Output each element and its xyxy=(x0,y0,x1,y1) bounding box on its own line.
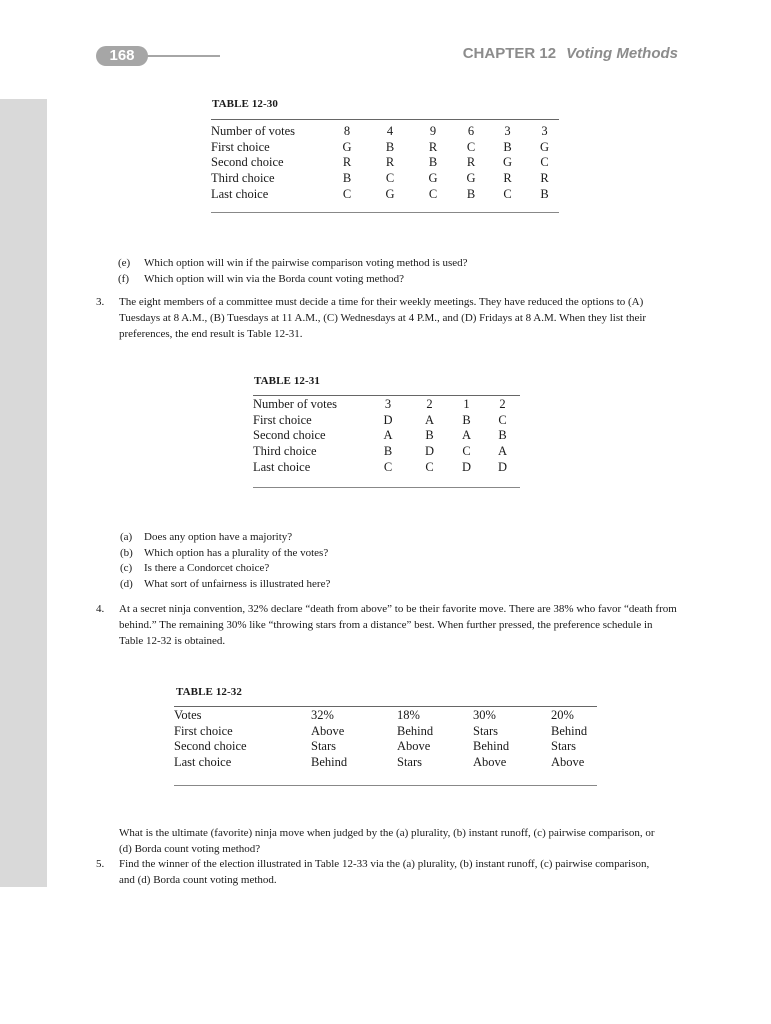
cell: 2 xyxy=(499,397,506,411)
problem-text: The eight members of a committee must decide a time for their weekly meetings. They have reduced the options to (A) Tuesdays at 8 A.M., (B) Tuesdays at 11 A.M., (C) Wednesdays at 4 P.M., and (D) Fridays at 8 A.M. When they list their preferences, the end result is Table 12-31. xyxy=(119,296,647,340)
problem-3 xyxy=(96,294,676,342)
cell: A xyxy=(461,428,472,443)
table-row xyxy=(253,397,520,413)
list-item xyxy=(118,272,678,288)
cell: 4 xyxy=(386,124,394,138)
problem-number: 3. xyxy=(96,296,105,308)
cell: 3 xyxy=(504,124,511,138)
table-row xyxy=(174,708,597,724)
table-row xyxy=(174,755,597,771)
cell: 3 xyxy=(541,124,548,138)
cell: C xyxy=(466,139,476,154)
cell: 20% xyxy=(551,708,574,722)
cell: G xyxy=(342,139,352,154)
table-12-32 xyxy=(174,706,597,786)
cell: C xyxy=(462,444,471,459)
cell: D xyxy=(383,412,393,427)
row-label: Number of votes xyxy=(253,397,338,411)
cell: A xyxy=(383,428,393,443)
question-text: Does any option have a majority? xyxy=(144,531,293,543)
cell: R xyxy=(466,155,476,170)
table-row xyxy=(174,739,597,755)
cell: C xyxy=(342,186,352,201)
problem-text: At a secret ninja convention, 32% declare “death from above” to be their favorite move. There are 38% who favor “death from behind.” The remaining 30% like “throwing stars from a distance” best. When further pressed, the preference schedule in Table 12-32 is obtained. xyxy=(119,603,677,647)
cell: C xyxy=(498,412,507,427)
list-item xyxy=(118,256,678,272)
cell: C xyxy=(503,186,512,201)
row-label: Votes xyxy=(174,708,202,722)
cell: D xyxy=(497,459,508,474)
cell: Above xyxy=(397,739,431,754)
cell: Above xyxy=(551,755,585,770)
problem-text: What is the ultimate (favorite) ninja move when judged by the (a) plurality, (b) instant runoff, (c) pairwise comparison, or (d) Borda count voting method? xyxy=(119,827,655,855)
question-text: Is there a Condorcet choice? xyxy=(144,562,270,574)
running-head xyxy=(463,45,678,62)
cell: Behind xyxy=(397,723,434,738)
cell: R xyxy=(385,155,395,170)
question-label: (d) xyxy=(120,577,133,590)
row-label: Last choice xyxy=(253,459,311,474)
table-row xyxy=(211,140,559,156)
table-row xyxy=(211,124,559,140)
chapter-number: CHAPTER 12 xyxy=(462,45,557,62)
cell: 18% xyxy=(397,708,420,722)
cell: R xyxy=(503,171,512,186)
cell: B xyxy=(498,428,507,443)
table-12-32-caption: TABLE 12-32 xyxy=(176,686,242,698)
cell: B xyxy=(425,428,434,443)
question-label: (f) xyxy=(118,272,129,285)
cell: B xyxy=(383,444,393,459)
cell: G xyxy=(466,171,476,186)
cell: C xyxy=(540,155,549,170)
cell: A xyxy=(497,444,508,459)
table-12-31-caption: TABLE 12-31 xyxy=(254,375,320,387)
table-row xyxy=(253,444,520,460)
table-row xyxy=(253,460,520,476)
cell: C xyxy=(385,171,395,186)
list-item xyxy=(120,530,680,546)
cell: Behind xyxy=(473,739,510,754)
cell: G xyxy=(502,155,513,170)
list-item xyxy=(120,577,680,593)
question-list-2 xyxy=(118,256,678,287)
cell: R xyxy=(540,171,549,186)
question-label: (c) xyxy=(120,562,133,574)
cell: R xyxy=(428,139,438,154)
cell: 2 xyxy=(426,397,433,411)
row-label: Number of votes xyxy=(211,124,296,138)
table-row xyxy=(211,155,559,171)
cell: Behind xyxy=(551,723,588,738)
cell: B xyxy=(503,139,512,154)
list-item xyxy=(120,561,680,577)
page-number-badge: 168 xyxy=(96,46,148,66)
problem-4 xyxy=(96,601,678,649)
cell: 8 xyxy=(343,124,351,138)
cell: Stars xyxy=(311,739,336,754)
question-text: Which option will win via the Borda count voting method? xyxy=(144,272,404,285)
row-label: Last choice xyxy=(211,186,269,201)
margin-tab-bar xyxy=(0,99,47,887)
cell: 32% xyxy=(311,708,334,722)
table-row xyxy=(174,724,597,740)
row-label: First choice xyxy=(174,723,233,738)
row-label: Second choice xyxy=(253,428,326,443)
row-label: Second choice xyxy=(211,155,284,170)
list-item xyxy=(120,546,680,562)
cell: Above xyxy=(311,723,345,738)
table-row xyxy=(253,413,520,429)
cell: B xyxy=(385,139,395,154)
table-12-30 xyxy=(211,119,559,213)
cell: C xyxy=(428,186,438,201)
row-label: Last choice xyxy=(174,755,232,770)
cell: G xyxy=(428,171,438,186)
table-12-30-caption: TABLE 12-30 xyxy=(212,98,278,110)
cell: Stars xyxy=(473,723,498,738)
question-text: Which option will win if the pairwise comparison voting method is used? xyxy=(144,257,468,269)
cell: B xyxy=(428,155,438,170)
table-row xyxy=(211,187,559,203)
cell: R xyxy=(342,155,352,170)
cell: 9 xyxy=(429,124,437,138)
cell: B xyxy=(540,186,549,201)
cell: G xyxy=(539,139,550,154)
problem-5 xyxy=(96,856,656,888)
question-label: (a) xyxy=(120,531,133,543)
cell: 1 xyxy=(463,397,470,411)
row-label: Third choice xyxy=(211,171,275,186)
cell: 3 xyxy=(384,397,392,411)
problem-4-question xyxy=(119,825,659,857)
table-row xyxy=(211,171,559,187)
question-label: (e) xyxy=(118,257,131,269)
cell: C xyxy=(383,459,393,474)
problem-number: 5. xyxy=(96,858,105,870)
cell: 30% xyxy=(473,708,496,722)
cell: C xyxy=(425,459,434,474)
chapter-title: Voting Methods xyxy=(566,45,678,62)
question-label: (b) xyxy=(120,546,133,559)
cell: B xyxy=(462,412,471,427)
table-row xyxy=(253,428,520,444)
question-list-3 xyxy=(120,530,680,592)
row-label: Third choice xyxy=(253,444,317,459)
cell: D xyxy=(424,444,435,459)
problem-number: 4. xyxy=(96,603,105,615)
cell: D xyxy=(461,459,472,474)
row-label: First choice xyxy=(253,412,312,427)
row-label: Second choice xyxy=(174,739,247,754)
cell: B xyxy=(466,186,476,201)
cell: Stars xyxy=(397,755,422,770)
cell: Behind xyxy=(311,755,348,770)
problem-text: Find the winner of the election illustrated in Table 12-33 via the (a) plurality, (b) instant runoff, (c) pairwise comparison, and (d) Borda count voting method. xyxy=(119,858,650,886)
table-12-31 xyxy=(253,395,520,488)
question-text: What sort of unfairness is illustrated here? xyxy=(144,577,331,590)
header-rule xyxy=(146,55,220,57)
question-text: Which option has a plurality of the votes? xyxy=(144,546,329,559)
row-label: First choice xyxy=(211,139,270,154)
cell: Above xyxy=(473,755,507,770)
cell: 6 xyxy=(467,124,475,138)
cell: Stars xyxy=(551,739,576,754)
cell: G xyxy=(385,186,395,201)
cell: A xyxy=(424,412,435,427)
cell: B xyxy=(342,171,352,186)
